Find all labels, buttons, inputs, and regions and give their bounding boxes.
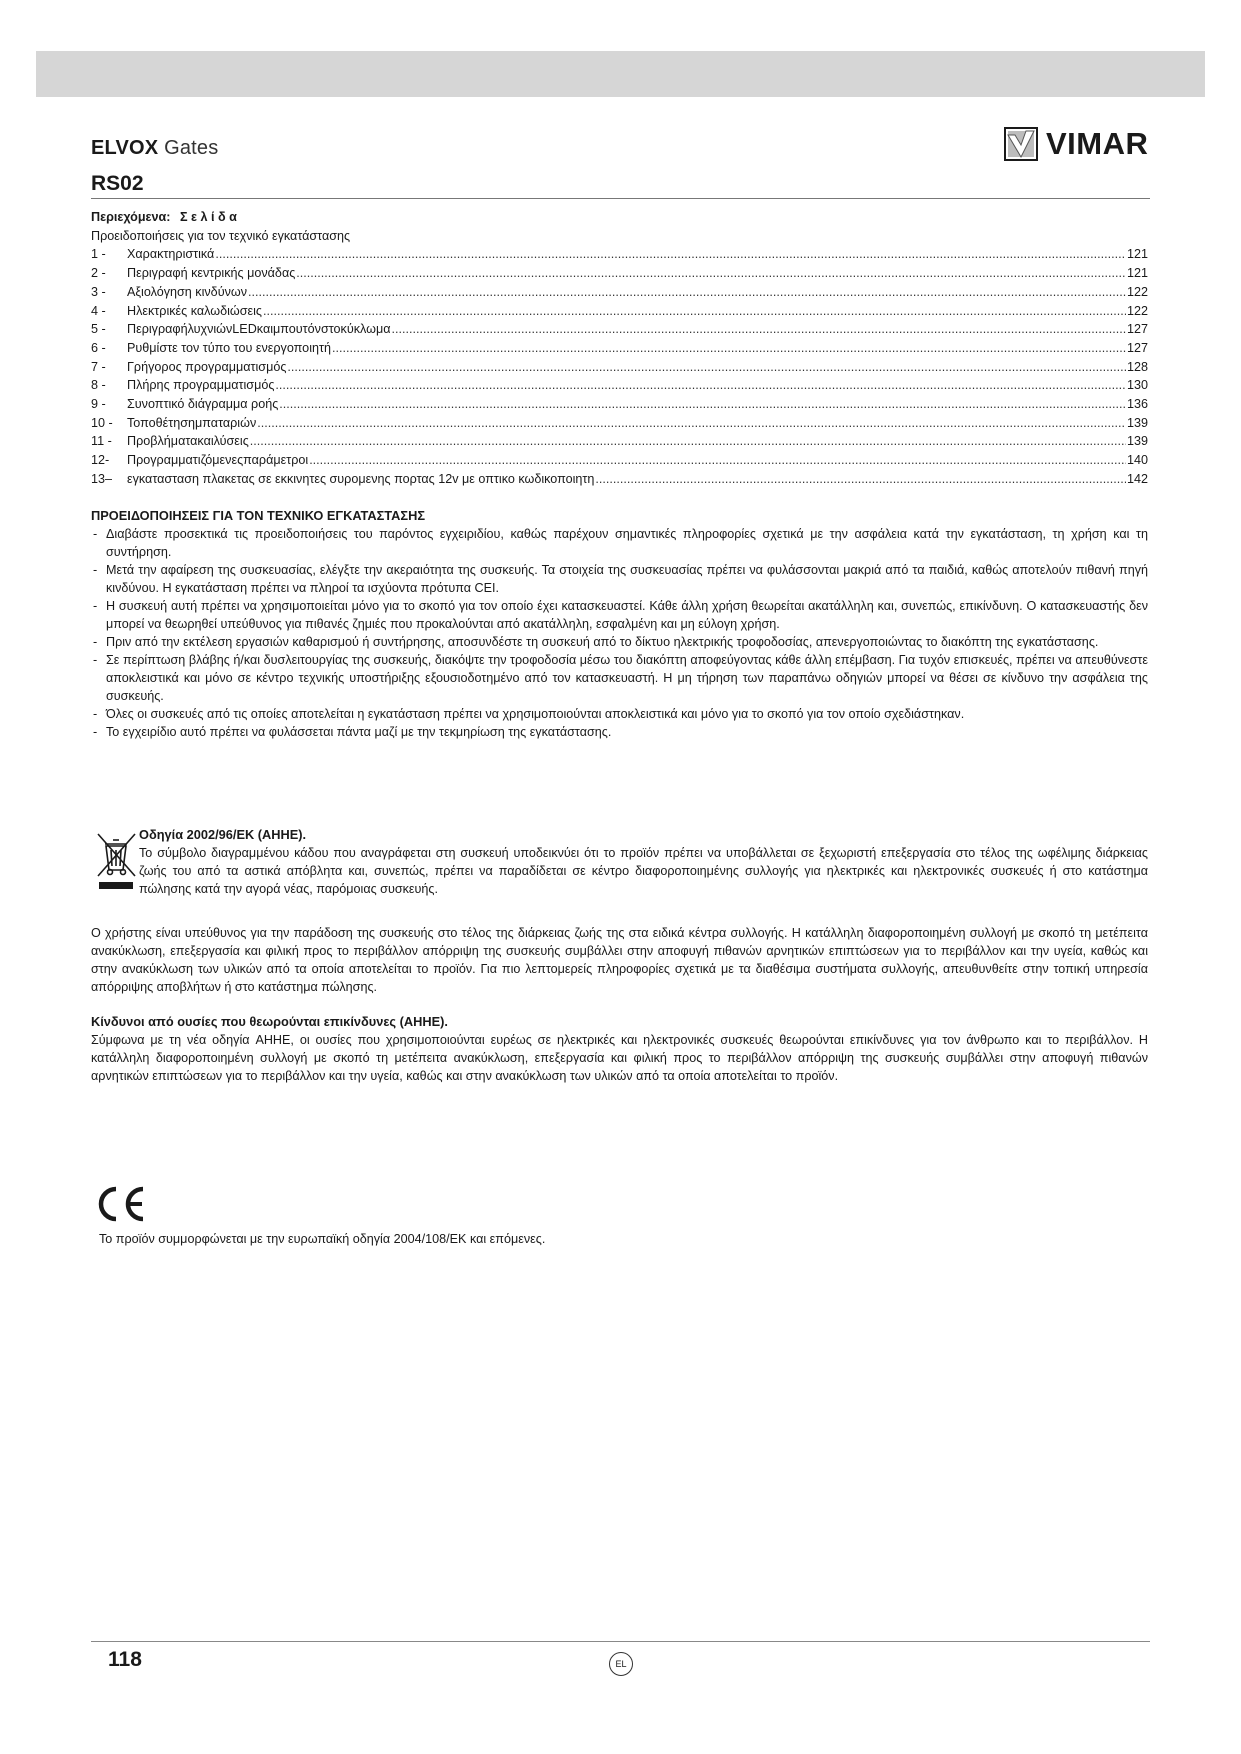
toc-leader-dots — [248, 283, 1126, 302]
toc-heading-page: Σελίδα — [179, 210, 241, 224]
toc-item-page: 128 — [1126, 359, 1148, 374]
toc-leader-dots — [332, 339, 1126, 358]
toc-leader-dots — [275, 376, 1126, 395]
toc-item-label: Συνοπτικό διάγραμμα ροής — [127, 397, 279, 412]
toc-item-label: Γρήγορος προγραμματισμός — [127, 359, 287, 374]
warning-item: - Πριν από την εκτέλεση εργασιών καθαρισμού ή συντήρησης, αποσυνδέστε τη συσκευή από το δίκτυο ηλεκτρικής τροφοδοσίας, απενεργοποιώντας το διακόπτη της εγκατάστασης. — [91, 633, 1148, 651]
vimar-mark-icon — [1004, 127, 1038, 161]
toc-item-label: Προγραμματιζόμενεςπαράμετροι — [127, 453, 309, 468]
toc-item-number: 10 - — [91, 415, 113, 430]
toc-item-page: 140 — [1126, 453, 1148, 468]
toc-item-page: 127 — [1126, 322, 1148, 337]
toc-item-label: ΠεριγραφήλυχνιώνLEDκαιμπουτόνστοκύκλωμα — [127, 322, 391, 337]
toc-leader-dots — [257, 414, 1126, 433]
toc-item — [91, 320, 1148, 339]
toc-leader-dots — [309, 451, 1126, 470]
brand-name — [91, 137, 218, 160]
warnings-list — [91, 525, 1148, 741]
warnings-section — [91, 507, 1148, 741]
toc-heading-label: Περιεχόμενα: — [91, 210, 171, 224]
user-paragraph: Ο χρήστης είναι υπεύθυνος για την παράδοση της συσκευής στο τέλος της διάρκειας ζωής της στα ειδικά κέντρα συλλογής. Η κατάλληλη διαφοροποιημένη συλλογή με σκοπό τη μετέπειτα ανακύκλωση, επεξεργασία και φιλική προς το περιβάλλον απόρριψη της συσκευής συμβάλλει στην αποφυγή πιθανών αρνητικών επιπτώσεων για το περιβάλλον και την υγεία, καθώς και στην ανακύκλωση των υλικών από τα οποία αποτελείται το προϊόν. Για πιο λεπτομερείς πληροφορίες σχετικά με τα διαθέσιμα συστήματα συλλογής, απευθυνθείτε στην τοπική υπηρεσία απόρριψης αποβλήτων ή στο κατάστημα πώλησης. — [91, 926, 1148, 994]
weee-text: Το σύμβολο διαγραμμένου κάδου που αναγράφεται στη συσκευή υποδεικνύει ότι το προϊόν πρέπει να υποβάλλεται σε ξεχωριστή επεξεργασία στο τέλος της ωφέλιμης διάρκειας ζωής του από τα αστικά απόβλητα και, συνεπώς, πρέπει να παραδίδεται σε κέντρο διαφοροποιημένης συλλογής για ηλεκτρικές και ηλεκτρονικές συσκευές ή στο κατάστημα πώλησης κατά την αγορά νέας, παρόμοιας συσκευής. — [139, 846, 1148, 896]
toc-item-number: 1 - — [91, 247, 106, 262]
toc-item-number: 11 - — [91, 434, 112, 449]
top-gray-band — [36, 51, 1205, 97]
toc-item-label: Περιγραφή κεντρικής μονάδας — [127, 266, 296, 281]
toc-item-page: 139 — [1126, 434, 1148, 449]
toc-item — [91, 414, 1148, 433]
warnings-title: ΠΡΟΕΙΔΟΠΟΙΗΣΕΙΣ ΓΙΑ ΤΟΝ ΤΕΧΝΙΚΟ ΕΓΚΑΤΑΣΤΑΣΗΣ — [91, 508, 425, 523]
toc-item-page: 127 — [1126, 340, 1148, 355]
toc-item — [91, 470, 1148, 489]
toc-item-label: Αξιολόγηση κινδύνων — [127, 284, 248, 299]
toc-item — [91, 376, 1148, 395]
ce-mark-icon — [95, 1185, 147, 1223]
toc-item-number: 13– — [91, 471, 113, 486]
ce-compliance-text: Το προϊόν συμμορφώνεται με την ευρωπαϊκή οδηγία 2004/108/ΕΚ και επόμενες. — [99, 1232, 546, 1246]
warning-item: - Μετά την αφαίρεση της συσκευασίας, ελέγξτε την ακεραιότητα της συσκευής. Τα στοιχεία της συσκευασίας πρέπει να φυλάσσονται μακριά από τα παιδιά, καθώς αποτελούν πιθανή πηγή κινδύνου. Η εγκατάσταση πρέπει να πληροί τα ισχύοντα πρότυπα CEI. — [91, 561, 1148, 597]
toc-item-page: 130 — [1126, 378, 1148, 393]
footer-rule — [91, 1641, 1150, 1642]
hazard-title: Κίνδυνοι από ουσίες που θεωρούνται επικίνδυνες (AHHE). — [91, 1014, 448, 1029]
weee-text-block — [139, 826, 1148, 898]
page-number: 118 — [108, 1648, 142, 1671]
toc-intro: Προειδοποιήσεις για τον τεχνικό εγκατάστασης — [91, 228, 351, 243]
hazard-text: Σύμφωνα με τη νέα οδηγία AHHE, οι ουσίες που χρησιμοποιούνται ευρέως σε ηλεκτρικές και ηλεκτρονικές συσκευές θεωρούνται επικίνδυνες για τον άνθρωπο και το περιβάλλον. Η κατάλληλη διαφοροποιημένη συλλογή με σκοπό τη μετέπειτα ανακύκλωση, επεξεργασία και φιλική προς το περιβάλλον απόρριψη της συσκευής συμβάλλει στην αποφυγή πιθανών αρνητικών επιπτώσεων για το περιβάλλον και την υγεία, καθώς και στην ανακύκλωση των υλικών από τα οποία αποτελείται το προϊόν. — [91, 1033, 1148, 1083]
toc-item-page: 139 — [1126, 415, 1148, 430]
warning-item: - Η συσκευή αυτή πρέπει να χρησιμοποιείται μόνο για το σκοπό για τον οποίο έχει κατασκευαστεί. Κάθε άλλη χρήση θεωρείται ακατάλληλη και, συνεπώς, επικίνδυνη. Ο κατασκευαστής δεν μπορεί να θεωρηθεί υπεύθυνος για πιθανές ζημιές που προκαλούνται από ακατάλληλη, εσφαλμένη και μη εύλογη χρήση. — [91, 597, 1148, 633]
toc-leader-dots — [250, 432, 1126, 451]
toc-item-number: 8 - — [91, 378, 106, 393]
weee-title: Οδηγία 2002/96/ΕΚ (AHHE). — [139, 827, 307, 842]
toc-item-label: Ρυθμίστε τον τύπο του ενεργοποιητή — [127, 340, 331, 355]
vimar-logo — [1004, 126, 1148, 162]
toc-item-number: 3 - — [91, 284, 106, 299]
brand-bold: ELVOX — [91, 137, 159, 159]
toc-item — [91, 264, 1148, 283]
toc-item-label: Χαρακτηριστικά — [127, 247, 215, 262]
toc-list — [91, 245, 1148, 488]
toc-item — [91, 395, 1148, 414]
warning-item: - Όλες οι συσκευές από τις οποίες αποτελείται η εγκατάσταση πρέπει να χρησιμοποιούνται αποκλειστικά και μόνο για το σκοπό για τον οποίο σχεδιάστηκαν. — [91, 705, 1148, 723]
warning-item: - Το εγχειρίδιο αυτό πρέπει να φυλάσσεται πάντα μαζί με την τεκμηρίωση της εγκατάστασης. — [91, 723, 1148, 741]
toc-item-number: 9 - — [91, 397, 106, 412]
toc-item — [91, 302, 1148, 321]
toc-heading — [91, 208, 1148, 227]
table-of-contents — [91, 208, 1148, 489]
toc-item-number: 12- — [91, 453, 110, 468]
toc-item-number: 4 - — [91, 303, 106, 318]
toc-leader-dots — [215, 245, 1126, 264]
user-responsibility — [91, 924, 1148, 996]
toc-item — [91, 283, 1148, 302]
language-badge: EL — [609, 1652, 633, 1676]
toc-leader-dots — [279, 395, 1126, 414]
toc-leader-dots — [595, 470, 1126, 489]
toc-item-page: 122 — [1126, 303, 1148, 318]
toc-item — [91, 245, 1148, 264]
header-rule — [91, 198, 1150, 199]
brand-light: Gates — [164, 137, 219, 159]
toc-item — [91, 432, 1148, 451]
toc-item-label: Ηλεκτρικές καλωδιώσεις — [127, 303, 262, 318]
toc-item-page: 142 — [1126, 471, 1148, 486]
warning-item: - Σε περίπτωση βλάβης ή/και δυσλειτουργίας της συσκευής, διακόψτε την τροφοδοσία μέσω του διακόπτη αποφεύγοντας κάθε άλλη επέμβαση. Για τυχόν επισκευές, πρέπει να απευθύνεστε αποκλειστικά και μόνο σε κέντρο τεχνικής υποστήριξης εξουσιοδοτημένο από τον κατασκευαστή. Η μη τήρηση των παραπάνω οδηγιών μπορεί να θέσει σε κίνδυνο την ασφάλεια της συσκευής. — [91, 651, 1148, 705]
toc-item-label: Πλήρης προγραμματισμός — [127, 378, 275, 393]
toc-item-number: 2 - — [91, 266, 106, 281]
toc-leader-dots — [296, 264, 1126, 283]
toc-item — [91, 358, 1148, 377]
toc-item — [91, 451, 1148, 470]
toc-item-page: 136 — [1126, 397, 1148, 412]
hazard-section — [91, 1013, 1148, 1085]
toc-item-number: 6 - — [91, 340, 106, 355]
logo-text: VIMAR — [1046, 126, 1149, 161]
toc-leader-dots — [287, 358, 1126, 377]
toc-item-label: Προβλήματακαιλύσεις — [127, 434, 249, 449]
toc-item-label: Τοποθέτησημπαταριών — [127, 415, 257, 430]
toc-item-page: 122 — [1126, 284, 1148, 299]
toc-item-page: 121 — [1126, 266, 1148, 281]
toc-item-number: 7 - — [91, 359, 106, 374]
toc-item-page: 121 — [1126, 247, 1148, 262]
toc-leader-dots — [263, 302, 1126, 321]
toc-item-label: εγκατασταση πλακετας σε εκκινητες συρομενης πορτας 12v με οπτικο κωδικοποιητη — [127, 471, 595, 486]
warning-item: - Διαβάστε προσεκτικά τις προειδοποιήσεις του παρόντος εγχειριδίου, καθώς παρέχουν σημαντικές πληροφορίες σχετικά με την ασφάλεια κατά την εγκατάσταση, τη χρήση και τη συντήρηση. — [91, 525, 1148, 561]
weee-notice — [91, 826, 1148, 896]
crossed-bin-icon — [95, 830, 137, 892]
toc-leader-dots — [391, 320, 1126, 339]
toc-item — [91, 339, 1148, 358]
model-name: RS02 — [91, 172, 144, 195]
toc-item-number: 5 - — [91, 322, 106, 337]
